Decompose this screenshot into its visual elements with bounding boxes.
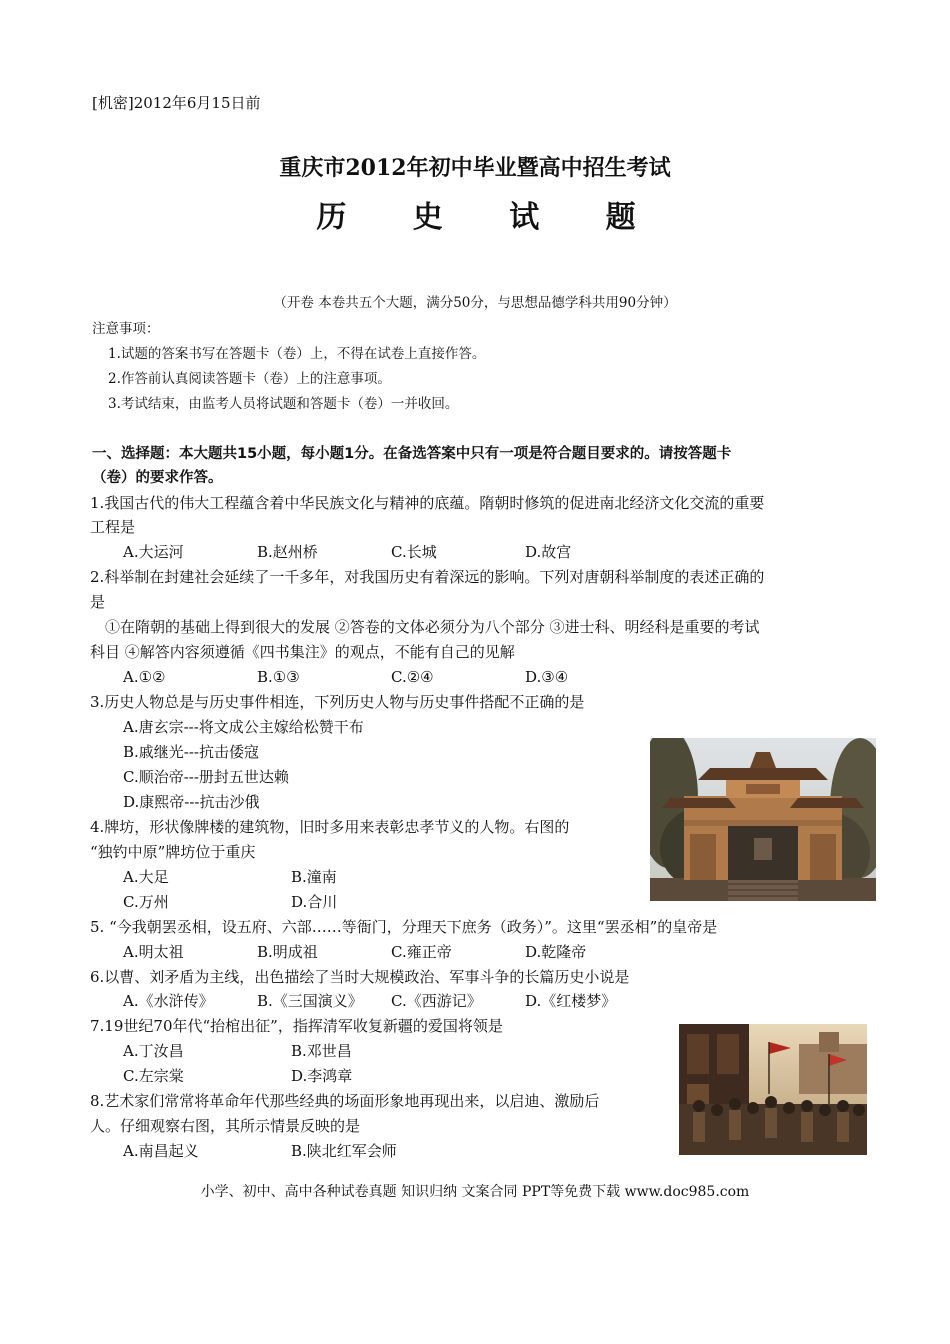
question-2-statements: ①在隋朝的基础上得到很大的发展 ②答卷的文体必须分为八个部分 ③进士科、明经科是重要的考试: [105, 618, 760, 636]
q7-option-b: B.邓世昌: [291, 1042, 352, 1060]
q3-option-b: B.戚继光---抗击倭寇: [123, 743, 259, 761]
q2-option-d: D.③④: [525, 668, 569, 686]
question-4: 4.牌坊，形状像牌楼的建筑物，旧时多用来表彰忠孝节义的人物。右图的: [90, 818, 570, 836]
q2-option-a: A.①②: [123, 668, 166, 686]
notice-item: 1.试题的答案书写在答题卡（卷）上，不得在试卷上直接作答。: [108, 346, 486, 362]
q5-option-c: C.雍正帝: [391, 943, 452, 961]
q1-option-a: A.大运河: [123, 543, 184, 561]
q7-option-d: D.李鸿章: [291, 1067, 353, 1085]
footer-text: 小学、初中、高中各种试卷真题 知识归纳 文案合同 PPT等免费下载 www.doc985.com: [200, 1184, 750, 1200]
q5-option-a: A.明太祖: [123, 943, 184, 961]
q4-option-d: D.合川: [291, 893, 338, 911]
q3-option-c: C.顺治帝---册封五世达赖: [123, 768, 289, 786]
q8-option-a: A.南昌起义: [123, 1142, 199, 1160]
q4-option-b: B.潼南: [291, 868, 337, 886]
q6-option-b: B.《三国演义》: [257, 992, 363, 1010]
question-3: 3.历史人物总是与历史事件相连，下列历史人物与历史事件搭配不正确的是: [90, 693, 585, 711]
question-2: 2.科举制在封建社会延续了一千多年，对我国历史有着深远的影响。下列对唐朝科举制度的表述正确的: [90, 568, 765, 586]
q7-option-c: C.左宗棠: [123, 1067, 184, 1085]
q6-option-c: C.《西游记》: [391, 992, 482, 1010]
section-heading-cont: （卷）的要求作答。: [92, 470, 223, 486]
question-2-cont: 是: [90, 593, 106, 611]
painting-photo: [679, 1024, 867, 1155]
notice-item: 3.考试结束，由监考人员将试题和答题卡（卷）一并收回。: [108, 396, 459, 412]
q3-option-d: D.康熙帝---抗击沙俄: [123, 793, 260, 811]
q5-option-b: B.明成祖: [257, 943, 318, 961]
confidential-note: [机密]2012年6月15日前: [92, 94, 261, 112]
q4-option-c: C.万州: [123, 893, 169, 911]
q1-option-c: C.长城: [391, 543, 437, 561]
q7-option-a: A.丁汝昌: [123, 1042, 184, 1060]
q2-option-b: B.①③: [257, 668, 300, 686]
q1-option-d: D.故宫: [525, 543, 572, 561]
question-1-cont: 工程是: [90, 518, 136, 536]
notice-item: 2.作答前认真阅读答题卡（卷）上的注意事项。: [108, 371, 391, 387]
notice-title: 注意事项：: [92, 321, 160, 337]
q6-option-d: D.《红楼梦》: [525, 992, 617, 1010]
q2-option-c: C.②④: [391, 668, 434, 686]
q8-option-b: B.陕北红军会师: [291, 1142, 397, 1160]
question-6: 6.以曹、刘矛盾为主线，出色描绘了当时大规模政治、军事斗争的长篇历史小说是: [90, 968, 630, 986]
question-5: 5. “今我朝罢丞相，设五府、六部……等衙门，分理天下庶务（政务）”。这里“罢丞相”的皇帝是: [90, 918, 718, 936]
exam-title: 重庆市2012年初中毕业暨高中招生考试: [279, 155, 671, 181]
question-1: 1.我国古代的伟大工程蕴含着中华民族文化与精神的底蕴。隋朝时修筑的促进南北经济文化交流的重要: [90, 494, 765, 512]
section-heading: 一、选择题：本大题共15小题，每小题1分。在备选答案中只有一项是符合题目要求的。请按答题卡: [92, 446, 732, 462]
q5-option-d: D.乾隆帝: [525, 943, 587, 961]
question-7: 7.19世纪70年代“抬棺出征”，指挥清军收复新疆的爱国将领是: [90, 1017, 503, 1035]
question-8: 8.艺术家们常常将革命年代那些经典的场面形象地再现出来，以启迪、激励后: [90, 1092, 600, 1110]
q6-option-a: A.《水浒传》: [123, 992, 214, 1010]
exam-note: （开卷 本卷共五个大题，满分50分，与思想品德学科共用90分钟）: [273, 295, 677, 311]
q4-option-a: A.大足: [123, 868, 169, 886]
archway-photo: [650, 738, 876, 901]
exam-subtitle: 历 史 试 题: [316, 200, 664, 235]
question-2-statements-cont: 科目 ④解答内容须遵循《四书集注》的观点，不能有自己的见解: [90, 643, 515, 661]
question-4-cont: “独钓中原”牌坊位于重庆: [90, 843, 256, 861]
q3-option-a: A.唐玄宗---将文成公主嫁给松赞干布: [123, 718, 364, 736]
q1-option-b: B.赵州桥: [257, 543, 318, 561]
question-8-cont: 人。仔细观察右图，其所示情景反映的是: [90, 1117, 361, 1135]
